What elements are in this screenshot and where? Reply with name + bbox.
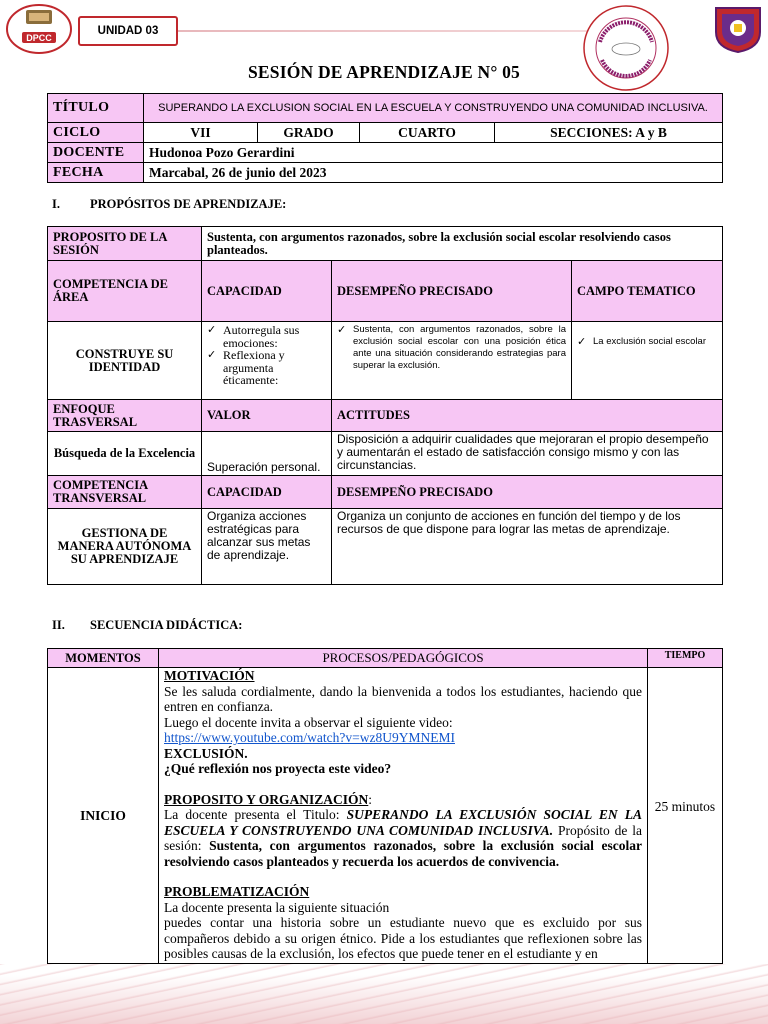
competencia-area-label: COMPETENCIA DE ÁREA — [48, 261, 202, 322]
reflection-question: ¿Qué reflexión nos proyecta este video? — [164, 761, 392, 776]
secuencia-table — [47, 648, 723, 964]
proposito-value: Sustenta, con argumentos razonados, sobre la exclusión social escolar resolviendo casos planteados. — [202, 227, 723, 261]
actitudes-value: Disposición a adquirir cualidades que mejoraran el propio desempeño y aumentarán el estado de satisfacción consigo mismo y con las circunstancias. — [332, 432, 723, 476]
desempeno2-value: Organiza un conjunto de acciones en función del tiempo y de los recursos de que dispone para lograr las metas de aprendizaje. — [332, 509, 723, 585]
proposito-org-text — [164, 807, 642, 869]
section-heading-propositos — [52, 197, 286, 212]
colon: : — [368, 791, 373, 807]
unit-badge: UNIDAD 03 — [78, 16, 178, 46]
motivacion-heading: MOTIVACIÓN — [164, 668, 255, 683]
proposito-label: PROPOSITO DE LA SESIÓN — [48, 227, 202, 261]
propositos-table — [47, 226, 723, 585]
session-info-table — [47, 93, 723, 183]
momentos-header: MOMENTOS — [48, 649, 159, 668]
presenta-situacion: La docente presenta la siguiente situación — [164, 899, 390, 915]
capacidad-list — [207, 324, 326, 387]
video-link[interactable]: https://www.youtube.com/watch?v=wz8U9YMNEMI — [164, 730, 455, 745]
docente-label: DOCENTE — [48, 143, 144, 163]
ciclo-label: CICLO — [48, 123, 144, 143]
section-title: SECUENCIA DIDÁCTICA: — [90, 618, 243, 632]
situacion-text: puedes contar una historia sobre un estudiante nuevo que es excluido por sus compañeros debido a su origen étnico. Pide a los estudiantes que reflexionen sobre las posibles causas de la exclusión, los efectos que puede tener en el estudiante y en — [164, 915, 642, 961]
desempeno2-header: DESEMPEÑO PRECISADO — [332, 476, 723, 509]
capacidad-header: CAPACIDAD — [202, 261, 332, 322]
campo-list — [577, 336, 717, 348]
comp-transversal-label: COMPETENCIA TRANSVERSAL — [48, 476, 202, 509]
capacidad-item: ✓ Autorregula sus emociones: — [207, 324, 326, 349]
capacidad-item: ✓ Reflexiona y argumenta éticamente: — [207, 349, 326, 387]
exclusion-label: EXCLUSIÓN. — [164, 745, 248, 761]
grado-label: GRADO — [258, 123, 360, 143]
inicio-cell: INICIO — [48, 668, 159, 964]
header-divider — [178, 30, 588, 32]
valor-value: Superación personal. — [202, 432, 332, 476]
inicio-content — [159, 668, 648, 964]
svg-text:DPCC: DPCC — [26, 33, 52, 43]
proposito-de: Propósito de la sesión: — [164, 822, 643, 853]
footer-fade — [0, 975, 768, 1024]
page-title: SESIÓN DE APRENDIZAJE N° 05 — [247, 62, 521, 82]
desempeno-header: DESEMPEÑO PRECISADO — [332, 261, 572, 322]
titulo-label: TÍTULO — [48, 94, 144, 123]
enfoque-label: ENFOQUE TRASVERSAL — [48, 400, 202, 432]
campo-cell — [572, 322, 723, 400]
proposito-sesion-text: Sustenta, con argumentos razonados, sobre la exclusión social escolar resolviendo casos planteados y recuerda los acuerdos de convivencia. — [164, 838, 642, 869]
capacidad2-header: CAPACIDAD — [202, 476, 332, 509]
proposito-org-heading: PROPOSITO Y ORGANIZACIÓN — [164, 791, 369, 807]
valor-header: VALOR — [202, 400, 332, 432]
section-number: I. — [52, 197, 60, 211]
grado-value: CUARTO — [360, 123, 495, 143]
titulo-sesion: SUPERANDO LA EXCLUSIÓN SOCIAL EN LA ESCUELA Y CONSTRUYENDO UNA COMUNIDAD INCLUSIVA. — [164, 807, 642, 838]
actitudes-header: ACTITUDES — [332, 400, 723, 432]
enfoque-value: Búsqueda de la Excelencia — [48, 432, 202, 476]
campo-tematico-header: CAMPO TEMATICO — [572, 261, 723, 322]
presenta-titulo: La docente presenta el Titulo: — [164, 807, 340, 822]
campo-item: ✓ La exclusión social escolar — [577, 336, 717, 348]
tiempo-value: 25 minutos — [648, 668, 723, 964]
desempeno-cell — [332, 322, 572, 400]
titulo-value: SUPERANDO LA EXCLUSION SOCIAL EN LA ESCUELA Y CONSTRUYENDO UNA COMUNIDAD INCLUSIVA. — [144, 94, 723, 123]
desempeno-list — [337, 324, 566, 372]
docente-value: Hudonoa Pozo Gerardini — [144, 143, 723, 163]
motivacion-text: Se les saluda cordialmente, dando la bienvenida a todos los estudiantes, haciendo que entren en confianza. — [164, 683, 642, 714]
capacidad-cell — [202, 322, 332, 400]
ciclo-value: VII — [144, 123, 258, 143]
competencia-value: CONSTRUYE SU IDENTIDAD — [48, 322, 202, 400]
section-title: PROPÓSITOS DE APRENDIZAJE: — [90, 197, 287, 211]
procesos-header: PROCESOS/PEDAGÓGICOS — [159, 649, 648, 668]
fecha-value: Marcabal, 26 de junio del 2023 — [144, 163, 723, 183]
dpcc-logo — [6, 4, 72, 54]
capacidad2-value: Organiza acciones estratégicas para alcanzar sus metas de aprendizaje. — [202, 509, 332, 585]
comp-transversal-value: GESTIONA DE MANERA AUTÓNOMA SU APRENDIZAJE — [48, 509, 202, 585]
school-shield-logo — [712, 4, 764, 54]
desempeno-item: ✓ Sustenta, con argumentos razonados, sobre la exclusión social escolar con una posición ética ante una situación considerando estrategias para superar la exclusión. — [337, 324, 566, 372]
invite-text: Luego el docente invita a observar el siguiente video: — [164, 714, 453, 730]
fecha-label: FECHA — [48, 163, 144, 183]
section-heading-secuencia — [52, 618, 242, 633]
tiempo-header: TIEMPO — [648, 649, 723, 668]
problematizacion-heading: PROBLEMATIZACIÓN — [164, 884, 310, 899]
section-number: II. — [52, 618, 65, 632]
secciones: SECCIONES: A y B — [495, 123, 723, 143]
